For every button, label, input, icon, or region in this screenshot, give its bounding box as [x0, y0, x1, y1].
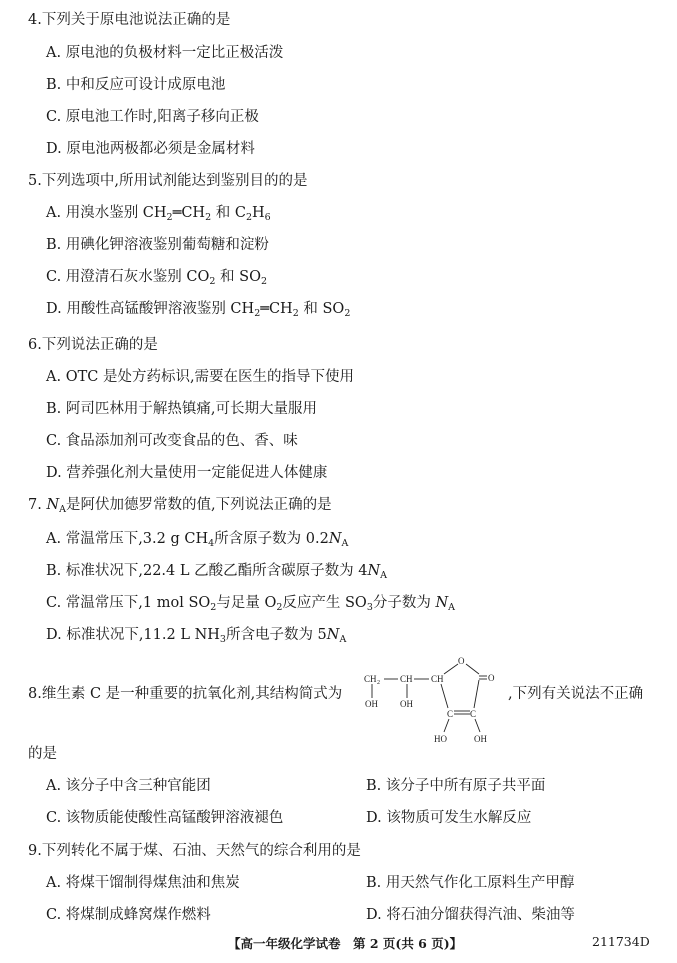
struct-oh-1: OH [365, 699, 378, 709]
q5-option-a: A. 用溴水鉴别 $CH_2═CH_2$ 和 $C_2H_6$ [46, 205, 271, 223]
q8-stem-after: ,下列有关说法不正确 [508, 686, 644, 702]
q7-option-c: C. 常温常压下,1 mol $SO_2$与足量 $O_2$反应产生 $SO_3$分子数为 $N_A$ [46, 595, 456, 613]
q4-stem: 4.下列关于原电池说法正确的是 [28, 12, 231, 28]
q5-option-d: D. 用酸性高锰酸钾溶液鉴别 $CH_2═CH_2$ 和 $SO_2$ [46, 301, 351, 319]
struct-bond [475, 719, 480, 732]
q4-option-a: A. 原电池的负极材料一定比正极活泼 [46, 45, 284, 61]
vitamin-c-structure [362, 652, 504, 758]
struct-c-1: C [447, 709, 454, 719]
q6-option-d: D. 营养强化剂大量使用一定能促进人体健康 [46, 465, 328, 481]
struct-ch-2: CH [431, 674, 444, 684]
struct-bond [474, 680, 479, 708]
struct-oh-4: OH [474, 734, 487, 744]
struct-ho: HO [434, 734, 447, 744]
q9-option-d: D. 将石油分馏获得汽油、柴油等 [366, 907, 575, 923]
q7-stem: 7. $N_A$是阿伏加德罗常数的值,下列说法正确的是 [28, 497, 332, 515]
q6-option-c: C. 食品添加剂可改变食品的色、香、味 [46, 433, 298, 449]
q7-option-a: A. 常温常压下,3.2 g $CH_4$所含原子数为 $0.2N_A$ [46, 531, 349, 549]
q4-option-d: D. 原电池两极都必须是金属材料 [46, 141, 255, 157]
struct-carbonyl-o: O [488, 673, 495, 683]
struct-bond [441, 684, 448, 708]
struct-ring-o: O [458, 656, 465, 666]
q8-option-c: C. 该物质能使酸性高锰酸钾溶液褪色 [46, 810, 284, 826]
q5-option-c: C. 用澄清石灰水鉴别 $CO_2$ 和 $SO_2$ [46, 269, 268, 287]
q8-option-a: A. 该分子中含三种官能团 [46, 778, 211, 794]
q8-stem-cont: 的是 [28, 746, 57, 762]
q9-stem: 9.下列转化不属于煤、石油、天然气的综合利用的是 [28, 843, 361, 859]
struct-ch2-sub: 2 [377, 680, 380, 686]
q8-option-b: B. 该分子中所有原子共平面 [366, 778, 546, 794]
struct-ch-1: CH [400, 674, 413, 684]
q9-option-c: C. 将煤制成蜂窝煤作燃料 [46, 907, 211, 923]
q5-option-b: B. 用碘化钾溶液鉴别葡萄糖和淀粉 [46, 237, 269, 253]
q9-option-b: B. 用天然气作化工原料生产甲醇 [366, 875, 575, 891]
struct-ch2: CH [364, 674, 377, 684]
struct-c-2: C [470, 709, 477, 719]
q7-option-d: D. 标准状况下,11.2 L $NH_3$所含电子数为 $5N_A$ [46, 627, 347, 645]
struct-bond [444, 664, 458, 674]
struct-bond [444, 719, 449, 732]
q8-stem: 8.维生素 C 是一种重要的抗氧化剂,其结构简式为 [28, 686, 343, 702]
footer-title: 【高一年级化学试卷 第 2 页(共 6 页)】 [228, 936, 463, 951]
struct-bond [466, 664, 479, 674]
footer-code: 211734D [592, 934, 650, 949]
struct-oh-2: OH [400, 699, 413, 709]
q7-option-b: B. 标准状况下,22.4 L 乙酸乙酯所含碳原子数为 $4N_A$ [46, 563, 388, 581]
q4-option-b: B. 中和反应可设计成原电池 [46, 77, 226, 93]
q8-option-d: D. 该物质可发生水解反应 [366, 810, 532, 826]
q6-option-a: A. OTC 是处方药标识,需要在医生的指导下使用 [46, 369, 355, 385]
q9-option-a: A. 将煤干馏制得煤焦油和焦炭 [46, 875, 240, 891]
q5-stem: 5.下列选项中,所用试剂能达到鉴别目的的是 [28, 173, 308, 189]
q6-stem: 6.下列说法正确的是 [28, 337, 158, 353]
q4-option-c: C. 原电池工作时,阳离子移向正极 [46, 109, 259, 125]
q6-option-b: B. 阿司匹林用于解热镇痛,可长期大量服用 [46, 401, 317, 417]
